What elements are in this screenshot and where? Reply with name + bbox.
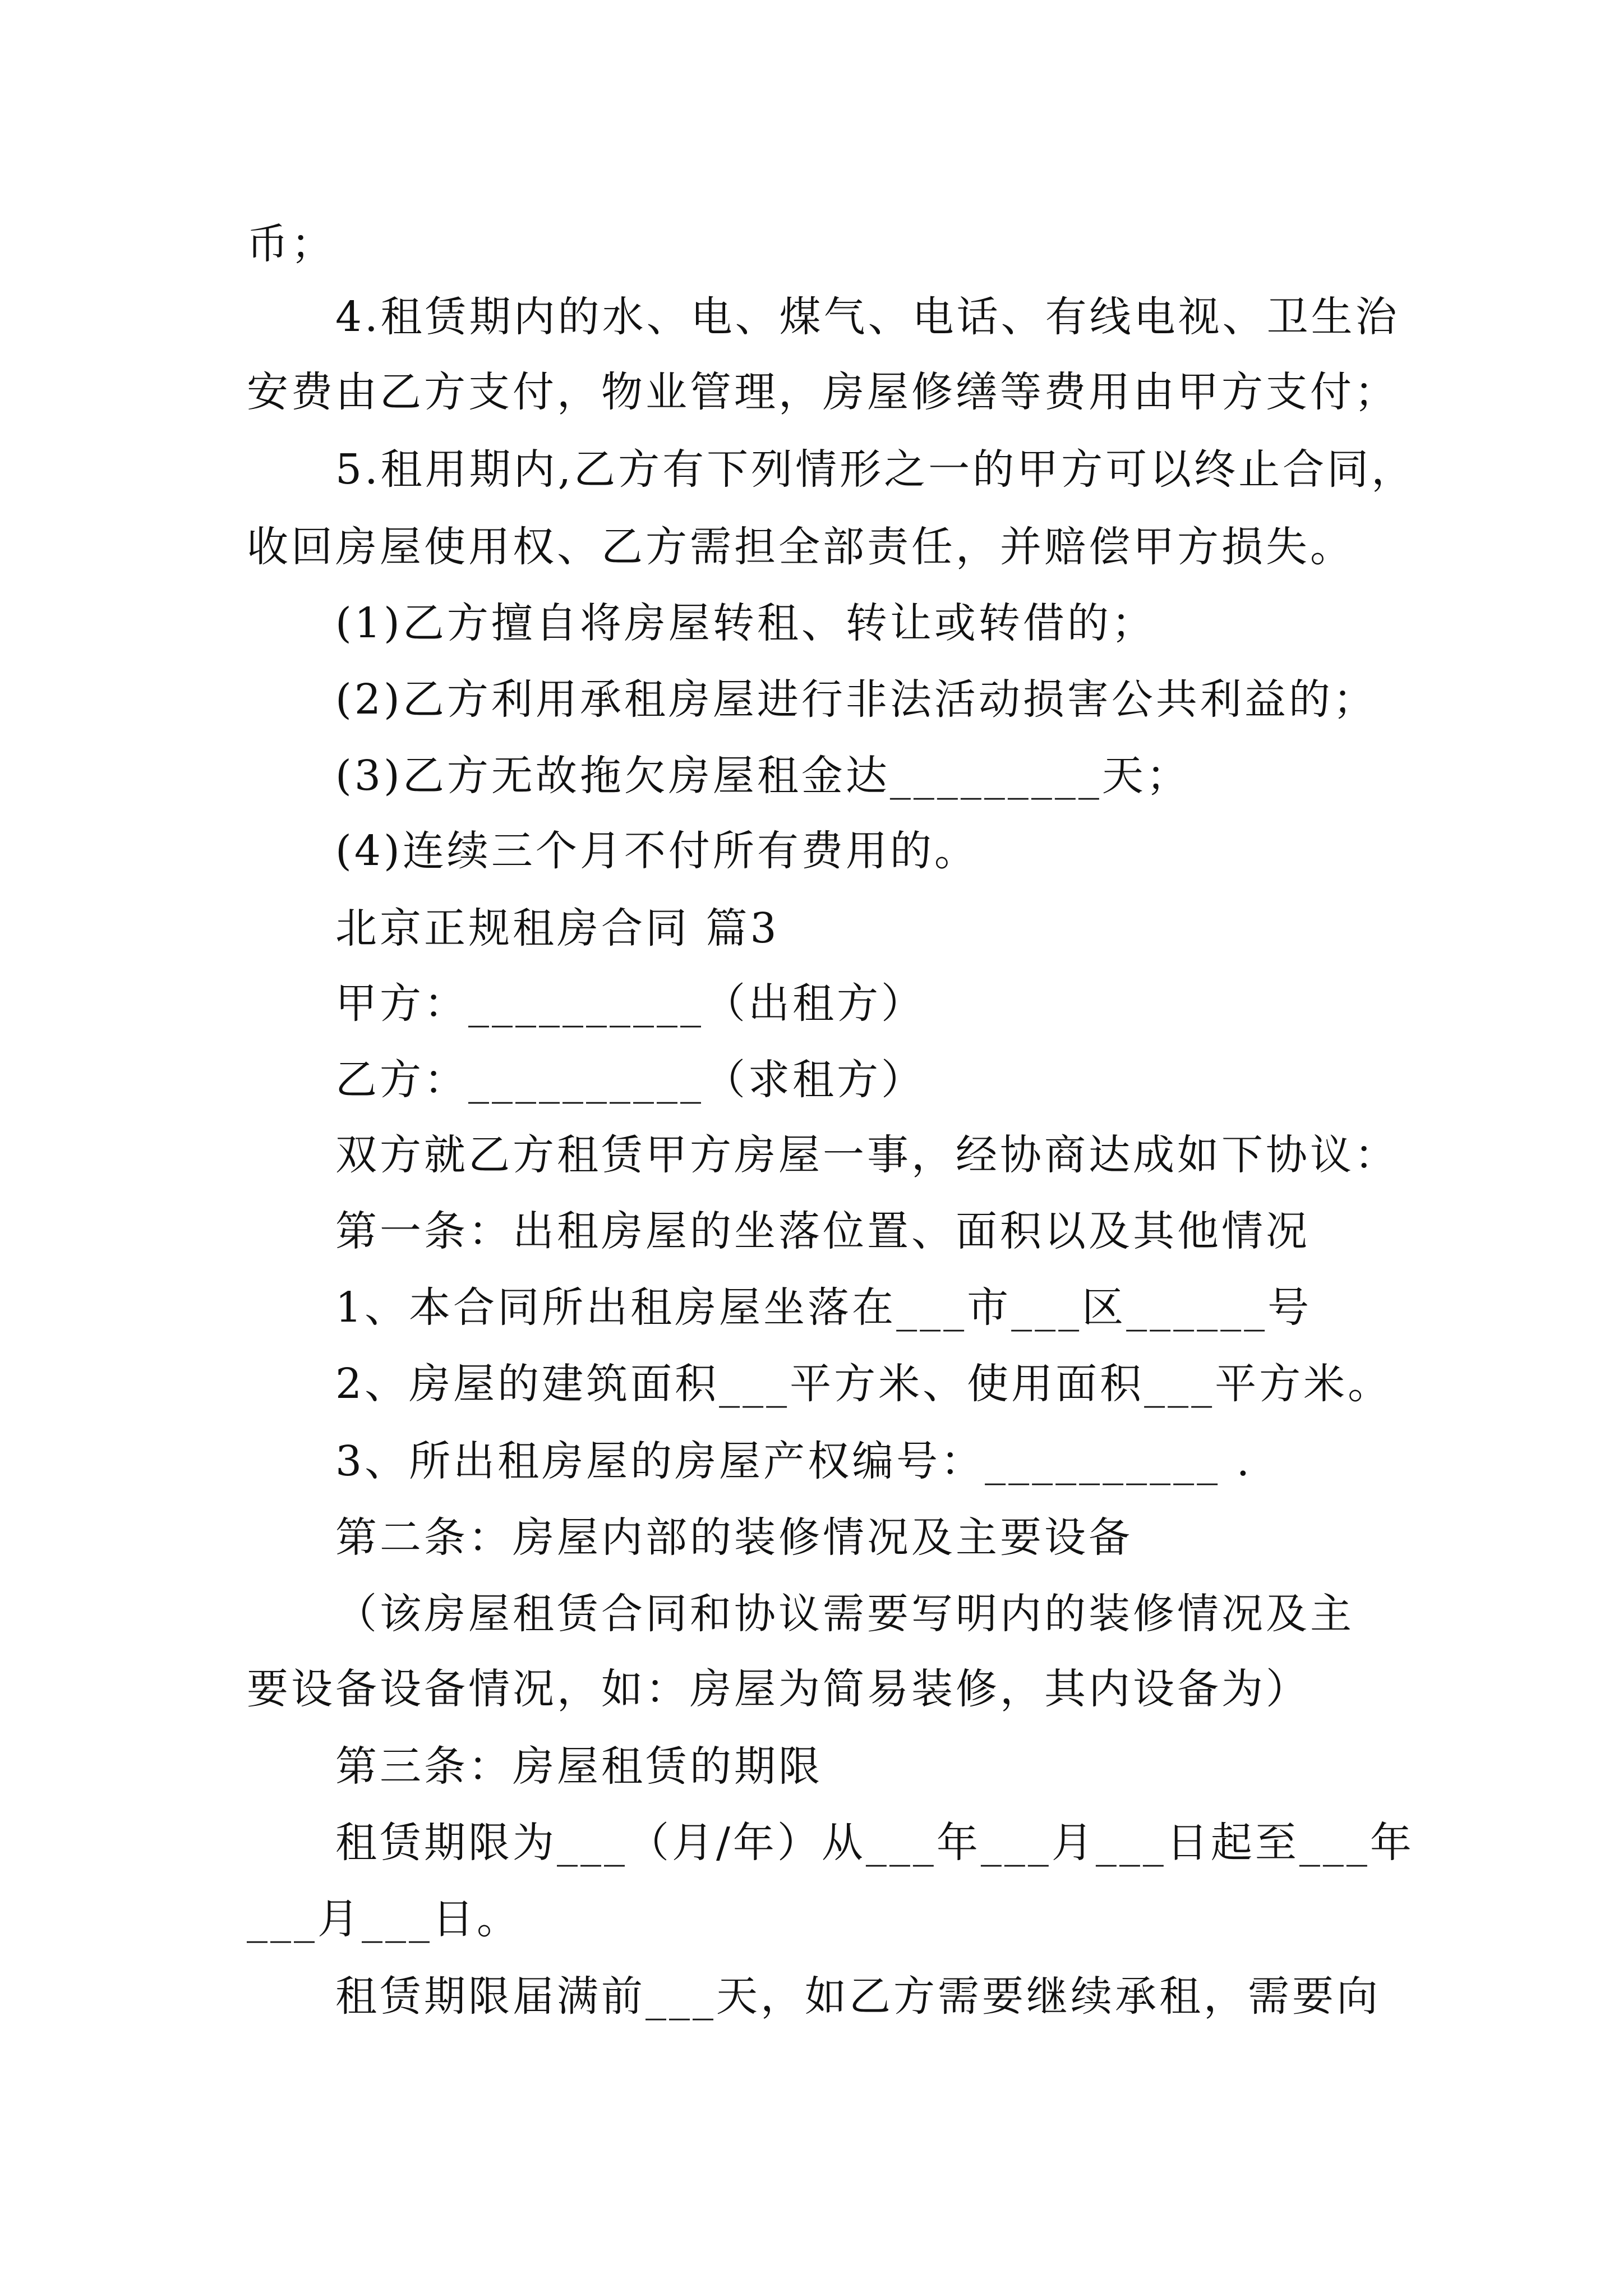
- text-line-15: 1、本合同所出租房屋坐落在___市___区______号: [335, 1283, 1312, 1332]
- text-line-19: （该房屋租赁合同和协议需要写明内的装修情况及主: [335, 1590, 1354, 1638]
- text-line-24: 租赁期限届满前___天，如乙方需要继续承租，需要向: [335, 1972, 1381, 2021]
- text-line-6: (1)乙方擅自将房屋转租、转让或转借的；: [335, 599, 1156, 647]
- text-line-21: 第三条：房屋租赁的期限: [335, 1742, 823, 1791]
- text-line-20: 要设备设备情况，如：房屋为简易装修，其内设备为）: [247, 1665, 1310, 1713]
- text-line-22: 租赁期限为___（月/年）从___年___月___日起至___年: [335, 1819, 1414, 1867]
- text-line-11: 甲方：__________（出租方）: [335, 979, 925, 1028]
- text-line-14: 第一条：出租房屋的坐落位置、面积以及其他情况: [335, 1207, 1310, 1255]
- text-line-18: 第二条：房屋内部的装修情况及主要设备: [335, 1513, 1133, 1562]
- text-line-2: 4.租赁期内的水、电、煤气、电话、有线电视、卫生治: [335, 293, 1400, 341]
- text-line-1: 币；: [247, 220, 335, 268]
- text-line-17: 3、所出租房屋的房屋产权编号：__________ .: [335, 1437, 1253, 1485]
- text-line-4: 5.租用期内,乙方有下列情形之一的甲方可以终止合同，: [335, 445, 1416, 494]
- text-line-16: 2、房屋的建筑面积___平方米、使用面积___平方米。: [335, 1360, 1393, 1408]
- text-line-10: 北京正规租房合同 篇3: [335, 904, 780, 953]
- text-line-5: 收回房屋使用权、乙方需担全部责任，并赔偿甲方损失。: [247, 523, 1354, 571]
- text-line-23: ___月___日。: [247, 1895, 521, 1943]
- text-line-12: 乙方：__________（求租方）: [335, 1056, 925, 1104]
- text-line-8: (3)乙方无故拖欠房屋租金达_________天；: [335, 752, 1191, 800]
- text-line-9: (4)连续三个月不付所有费用的。: [335, 827, 979, 875]
- text-line-13: 双方就乙方租赁甲方房屋一事，经协商达成如下协议：: [335, 1131, 1399, 1179]
- text-line-7: (2)乙方利用承租房屋进行非法活动损害公共利益的；: [335, 675, 1377, 724]
- text-line-3: 安费由乙方支付，物业管理，房屋修缮等费用由甲方支付；: [247, 368, 1399, 416]
